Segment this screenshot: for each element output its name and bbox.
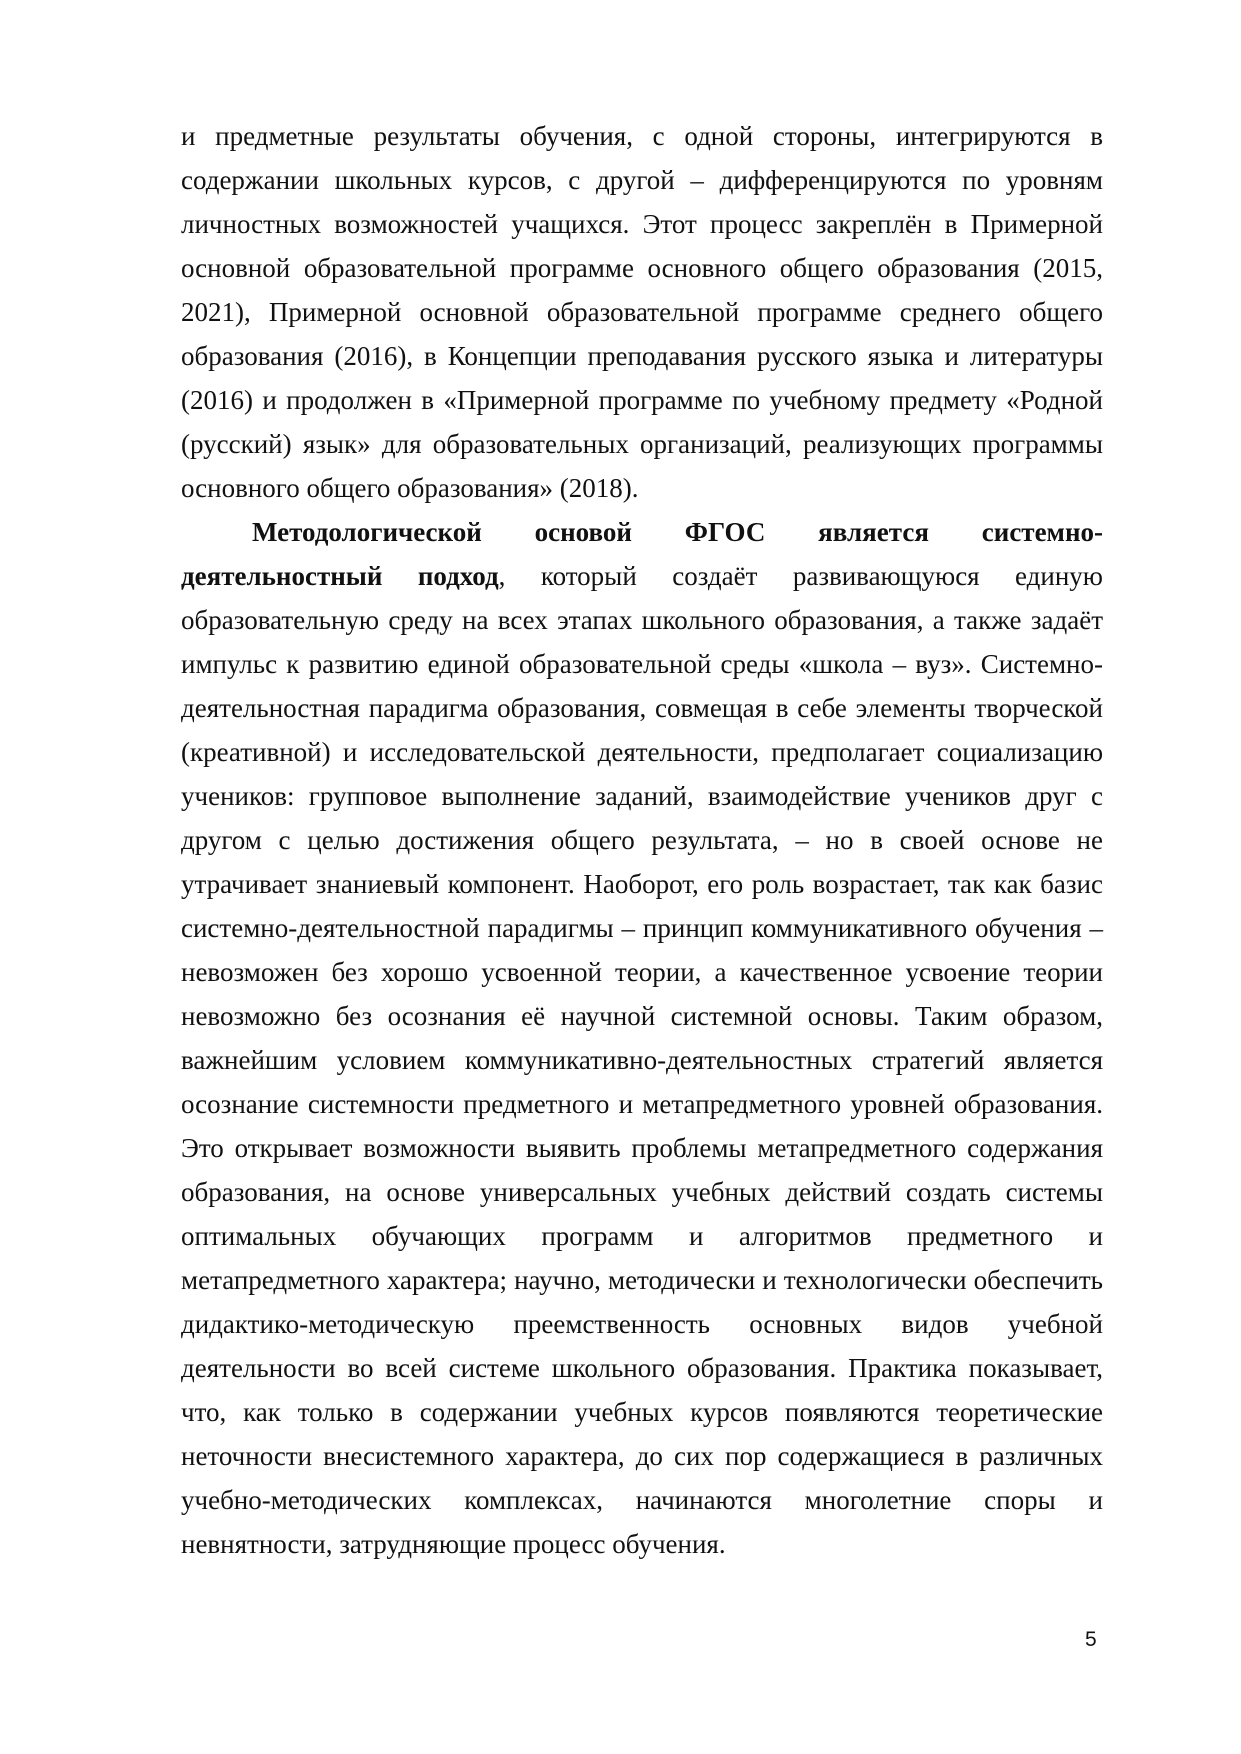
paragraph-1-text: и предметные результаты обучения, с одной стороны, интегрируются в содержании школьных курсов, с другой – дифференцируются по уровням личностных возможностей учащихся. Этот процесс закреплён в Примерной основной образовательной программе основного общего образования (2015, 2021), Примерной основной образовательной программе среднего общего образования (2016), в Концепции преподавания русского языка и литературы (2016) и продолжен в «Примерной программе по учебному предмету «Родной (русский) язык» для образовательных организаций, реализующих программы основного общего образования» (2018). [181, 121, 1103, 503]
paragraph-2-bold-lead: Методологической основой ФГОС является системно-деятельностный подход [181, 517, 1103, 591]
paragraph-2-text: , который создаёт развивающуюся единую образовательную среду на всех этапах школьного образования, а также задаёт импульс к развитию единой образовательной среды «школа – вуз». Системно-деятельностная парадигма образования, совмещая в себе элементы творческой (креативной) и исследовательской деятельности, предполагает социализацию учеников: групповое выполнение заданий, взаимодействие учеников друг с другом с целью достижения общего результата, – но в своей основе не утрачивает знаниевый компонент. Наоборот, его роль возрастает, так как базис системно-деятельностной парадигмы – принцип коммуникативного обучения – невозможен без хорошо усвоенной теории, а качественное усвоение теории невозможно без осознания её научной системной основы. Таким образом, важнейшим условием коммуникативно-деятельностных стратегий является осознание системности предметного и метапредметного уровней образования. Это открывает возможности выявить проблемы метапредметного содержания образования, на основе универсальных учебных действий создать системы оптимальных обучающих программ и алгоритмов предметного и метапредметного характера; научно, методически и технологически обеспечить дидактико-методическую преемственность основных видов учебной деятельности во всей системе школьного образования. Практика показывает, что, как только в содержании учебных курсов появляются теоретические неточности внесистемного характера, до сих пор содержащиеся в различных учебно-методических комплексах, начинаются многолетние споры и невнятности, затрудняющие процесс обучения. [181, 561, 1103, 1559]
paragraph-methodology [181, 510, 1103, 1566]
page-number: 5 [1085, 1628, 1097, 1651]
body-text [181, 114, 1103, 1566]
paragraph-continuation [181, 114, 1103, 510]
